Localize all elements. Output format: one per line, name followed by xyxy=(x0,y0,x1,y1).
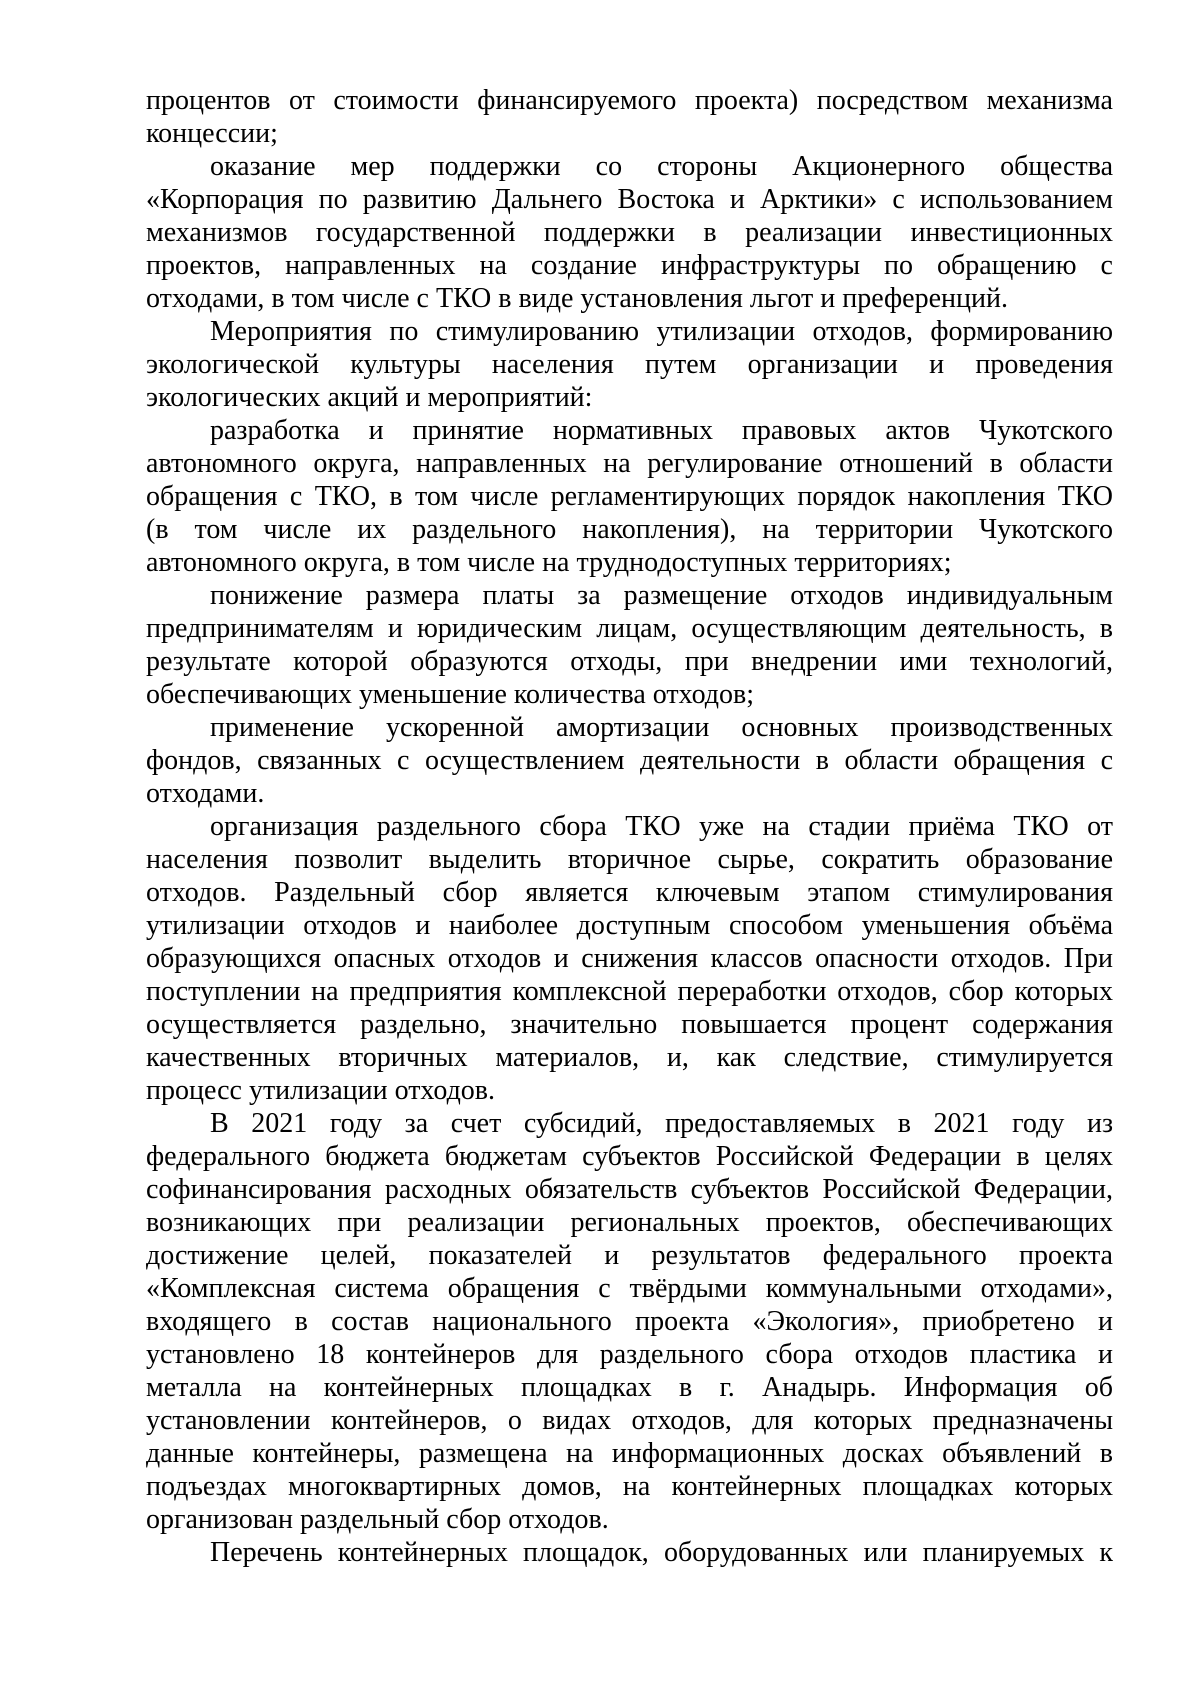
text-line: разработка и принятие нормативных правовых актов Чукотского xyxy=(210,415,1113,446)
text-line: применение ускоренной амортизации основных производственных xyxy=(210,712,1113,743)
paragraph xyxy=(146,1536,1113,1569)
text-line: понижение размера платы за размещение отходов индивидуальным xyxy=(210,580,1113,611)
text-line: софинансирования расходных обязательств субъектов Российской Федерации, xyxy=(146,1174,1113,1205)
paragraph xyxy=(146,1107,1113,1536)
text-line: «Корпорация по развитию Дальнего Востока и Арктики» с использованием xyxy=(146,184,1113,215)
paragraph xyxy=(146,579,1113,711)
text-line: установлении контейнеров, о видах отходов, для которых предназначены xyxy=(146,1405,1113,1436)
text-line: установлено 18 контейнеров для раздельного сбора отходов пластика и xyxy=(146,1339,1113,1370)
text-line: фондов, связанных с осуществлением деятельности в области обращения с xyxy=(146,745,1113,776)
text-line: организация раздельного сбора ТКО уже на стадии приёма ТКО от xyxy=(210,811,1113,842)
text-line: процентов от стоимости финансируемого проекта) посредством механизма xyxy=(146,85,1113,116)
text-line: обеспечивающих уменьшение количества отходов; xyxy=(146,679,755,710)
text-line: проектов, направленных на создание инфраструктуры по обращению с xyxy=(146,250,1113,281)
text-line: металла на контейнерных площадках в г. Анадырь. Информация об xyxy=(146,1372,1113,1403)
paragraph xyxy=(146,414,1113,579)
text-line: отходов. Раздельный сбор является ключевым этапом стимулирования xyxy=(146,877,1113,908)
text-line: предпринимателям и юридическим лицам, осуществляющим деятельность, в xyxy=(146,613,1113,644)
text-line: качественных вторичных материалов, и, как следствие, стимулируется xyxy=(146,1042,1113,1073)
text-line: автономного округа, в том числе на труднодоступных территориях; xyxy=(146,547,952,578)
text-line: возникающих при реализации региональных проектов, обеспечивающих xyxy=(146,1207,1113,1238)
text-line: образующихся опасных отходов и снижения классов опасности отходов. При xyxy=(146,943,1113,974)
text-line: отходами, в том числе с ТКО в виде установления льгот и преференций. xyxy=(146,283,1008,314)
text-line: входящего в состав национального проекта «Экология», приобретено и xyxy=(146,1306,1113,1337)
text-line: Мероприятия по стимулированию утилизации отходов, формированию xyxy=(210,316,1113,347)
text-line: поступлении на предприятия комплексной переработки отходов, сбор которых xyxy=(146,976,1113,1007)
text-line: отходами. xyxy=(146,778,265,809)
text-line: населения позволит выделить вторичное сырье, сократить образование xyxy=(146,844,1113,875)
text-line: организован раздельный сбор отходов. xyxy=(146,1504,609,1535)
paragraph xyxy=(146,150,1113,315)
text-line: «Комплексная система обращения с твёрдыми коммунальными отходами», xyxy=(146,1273,1113,1304)
text-line: механизмов государственной поддержки в реализации инвестиционных xyxy=(146,217,1113,248)
text-line: оказание мер поддержки со стороны Акционерного общества xyxy=(210,151,1113,182)
text-line: В 2021 году за счет субсидий, предоставляемых в 2021 году из xyxy=(210,1108,1113,1139)
text-line: экологических акций и мероприятий: xyxy=(146,382,593,413)
text-line: (в том числе их раздельного накопления), на территории Чукотского xyxy=(146,514,1113,545)
text-line: процесс утилизации отходов. xyxy=(146,1075,496,1106)
text-line: достижение целей, показателей и результатов федерального проекта xyxy=(146,1240,1113,1271)
paragraph xyxy=(146,711,1113,810)
text-line: Перечень контейнерных площадок, оборудованных или планируемых к xyxy=(210,1537,1113,1568)
text-line: автономного округа, направленных на регулирование отношений в области xyxy=(146,448,1113,479)
text-line: экологической культуры населения путем организации и проведения xyxy=(146,349,1113,380)
text-line: результате которой образуются отходы, при внедрении ими технологий, xyxy=(146,646,1113,677)
text-line: обращения с ТКО, в том числе регламентирующих порядок накопления ТКО xyxy=(146,481,1113,512)
paragraph xyxy=(146,315,1113,414)
text-line: федерального бюджета бюджетам субъектов Российской Федерации в целях xyxy=(146,1141,1113,1172)
text-line: подъездах многоквартирных домов, на контейнерных площадках которых xyxy=(146,1471,1113,1502)
text-line: утилизации отходов и наиболее доступным способом уменьшения объёма xyxy=(146,910,1113,941)
text-line: концессии; xyxy=(146,118,278,149)
text-line: осуществляется раздельно, значительно повышается процент содержания xyxy=(146,1009,1113,1040)
paragraph xyxy=(146,810,1113,1107)
text-line: данные контейнеры, размещена на информационных досках объявлений в xyxy=(146,1438,1113,1469)
document-body-text xyxy=(146,84,1113,1569)
paragraph xyxy=(146,84,1113,150)
